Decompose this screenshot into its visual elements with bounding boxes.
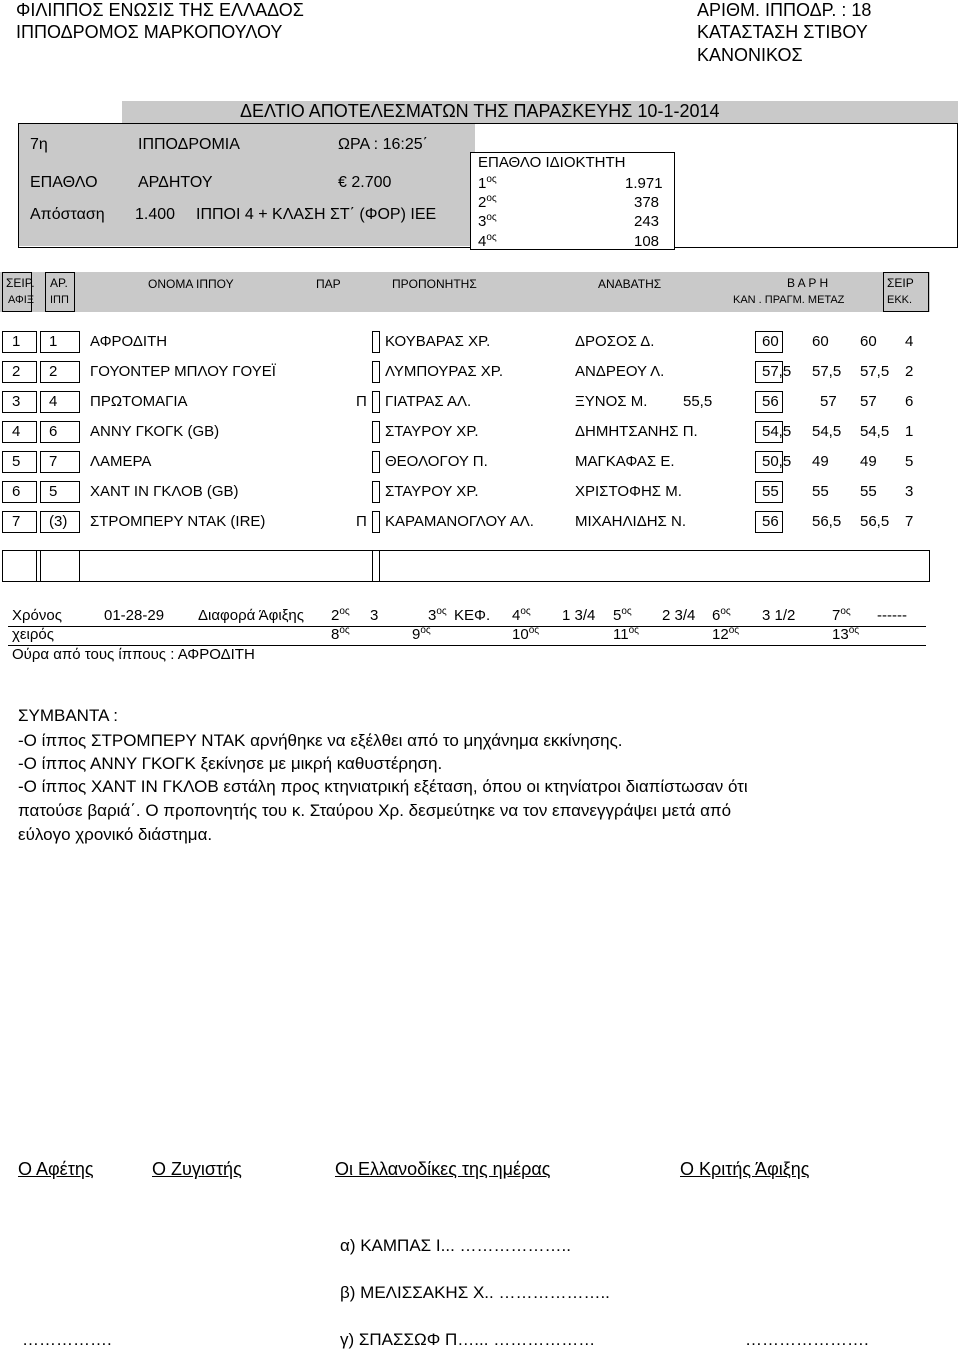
trainer-name: ΣΤΑΥΡΟΥ ΧΡ. bbox=[385, 423, 479, 440]
weight-kan: 55 bbox=[762, 483, 779, 500]
weight-kan: 55,5 bbox=[683, 393, 713, 410]
col-horse-name: ΟΝΟΜΑ ΙΠΠΟΥ bbox=[148, 277, 234, 291]
start-position: 2 bbox=[905, 363, 914, 380]
margin-place: $5^{o\varsigma}$ bbox=[613, 606, 632, 624]
incidents-title: ΣΥΜΒΑΝΤΑ : bbox=[18, 706, 118, 725]
col-par: ΠΑΡ bbox=[316, 277, 341, 291]
finish-time: 01-28-29 bbox=[104, 607, 165, 624]
col-weights-sub: ΚΑΝ . ΠΡΑΓΜ. ΜΕΤΑΖ bbox=[733, 294, 845, 306]
horse-number: 7 bbox=[49, 453, 58, 470]
start-position: 5 bbox=[905, 453, 914, 470]
arrival-position: 1 bbox=[12, 333, 21, 350]
col-order-1: ΣΕΙΡ. bbox=[6, 276, 35, 290]
race-time: ΩΡΑ : 16:25΄ bbox=[338, 136, 428, 153]
margin-place-2: $11^{o\varsigma}$ bbox=[613, 625, 639, 643]
signature-judge: Ο Κριτής Άφιξης bbox=[680, 1159, 810, 1179]
col-trainer: ΠΡΟΠΟΝΗΤΗΣ bbox=[392, 277, 477, 291]
signature-dots-2: …………………. bbox=[745, 1330, 869, 1349]
jockey-name: ΑΝΔΡΕΟΥ Λ. bbox=[575, 363, 665, 380]
race-prize: € 2.700 bbox=[338, 174, 392, 191]
weight-pragm: 56 bbox=[762, 393, 779, 410]
weight-metaz: 49 bbox=[860, 453, 877, 470]
weight-pragm: 56,5 bbox=[812, 513, 842, 530]
weight-metaz: 57 bbox=[820, 393, 837, 410]
start-position: 3 bbox=[905, 483, 914, 500]
weight-pragm: 57,5 bbox=[812, 363, 842, 380]
margin-place-2: $10^{o\varsigma}$ bbox=[512, 625, 540, 643]
col-start-2: ΕΚΚ. bbox=[887, 294, 913, 306]
arrival-position: 4 bbox=[12, 423, 21, 440]
distance-value: 1.400 bbox=[135, 206, 176, 223]
margin-value: 3 bbox=[370, 607, 379, 624]
margin-place: $7^{o\varsigma}$ bbox=[832, 606, 851, 624]
incident-3a: -Ο ίππος ΧΑΝΤ ΙΝ ΓΚΛΟΒ εστάλη προς κτηνιατρική εξέταση, όπου οι κτηνίατροι διαπίστωσαν ότι bbox=[18, 777, 748, 796]
incident-2: -Ο ίππος ΑΝΝΥ ΓΚΟΓΚ ξεκίνησε με μικρή καθυστέρηση. bbox=[18, 754, 443, 773]
margin-place: $3^{o\varsigma}$ bbox=[428, 606, 447, 624]
steward-a: α) ΚΑΜΠΑΣ Ι... ……………….. bbox=[340, 1236, 571, 1255]
jockey-name: ΔΡΟΣΟΣ Δ. bbox=[575, 333, 655, 350]
margin-place-2: $12^{o\varsigma}$ bbox=[712, 625, 740, 643]
horse-number: 1 bbox=[49, 333, 58, 350]
federation-name: ΦΙΛΙΠΠΟΣ ΕΝΩΣΙΣ ΤΗΣ ΕΛΛΑΔΟΣ bbox=[16, 0, 304, 20]
owner-prize-place-4: $4^{o\varsigma}$ bbox=[478, 232, 497, 250]
race-conditions: ΙΠΠΟΙ 4 + ΚΛΑΣΗ ΣΤ΄ (ΦΟΡ) ΙΕΕ bbox=[196, 206, 437, 223]
weight-metaz: 57,5 bbox=[860, 363, 890, 380]
trainer-name: ΣΤΑΥΡΟΥ ΧΡ. bbox=[385, 483, 479, 500]
weight-metaz: 55 bbox=[860, 483, 877, 500]
weight-metaz: 60 bbox=[860, 333, 877, 350]
signature-weigher: Ο Ζυγιστής bbox=[152, 1159, 242, 1179]
weight-pragm: 54,5 bbox=[812, 423, 842, 440]
trainer-name: ΛΥΜΠΟΥΡΑΣ ΧΡ. bbox=[385, 363, 504, 380]
col-number-2: ΙΠΠ bbox=[50, 294, 69, 306]
distance-label: Απόσταση bbox=[30, 206, 105, 223]
weight-kan: 60 bbox=[762, 333, 779, 350]
owner-prize-title: ΕΠΑΘΛΟ ΙΔΙΟΚΤΗΤΗ bbox=[478, 154, 626, 171]
race-day-number: ΑΡΙΘΜ. ΙΠΠΟΔΡ. : 18 bbox=[697, 0, 872, 20]
weight-pragm: 55 bbox=[812, 483, 829, 500]
horse-name: ΑΝΝΥ ΓΚΟΓΚ (GB) bbox=[90, 423, 220, 440]
arrival-position: 2 bbox=[12, 363, 21, 380]
margin-place: $6^{o\varsigma}$ bbox=[712, 606, 731, 624]
race-name: ΑΡΔΗΤΟΥ bbox=[138, 174, 213, 191]
owner-prize-amount-1: 1.971 bbox=[625, 175, 663, 192]
signature-starter: Ο Αφέτης bbox=[18, 1159, 94, 1179]
jockey-name: ΜΑΓΚΑΦΑΣ Ε. bbox=[575, 453, 675, 470]
trainer-name: ΚΟΥΒΑΡΑΣ ΧΡ. bbox=[385, 333, 491, 350]
col-jockey: ΑΝΑΒΑΤΗΣ bbox=[598, 277, 662, 291]
incident-3b: πατούσε βαριά΄. Ο προπονητής του κ. Σταύρου Χρ. δεσμεύτηκε να τον επανεγγράψει μετά από bbox=[18, 801, 732, 820]
horse-number: 6 bbox=[49, 423, 58, 440]
margin-value: ΚΕΦ. bbox=[454, 607, 491, 624]
horse-name: ΛΑΜΕΡΑ bbox=[90, 453, 152, 470]
jockey-name: ΔΗΜΗΤΣΑΝΗΣ Π. bbox=[575, 423, 698, 440]
arrival-position: 5 bbox=[12, 453, 21, 470]
horse-name: ΣΤΡΟΜΠΕΡΥ ΝΤΑΚ (IRE) bbox=[90, 513, 266, 530]
weight-kan: 54,5 bbox=[762, 423, 792, 440]
margin-place-2: $8^{o\varsigma}$ bbox=[331, 625, 350, 643]
col-start-1: ΣΕΙΡ bbox=[887, 276, 914, 290]
start-position: 1 bbox=[905, 423, 914, 440]
prize-label: ΕΠΑΘΛΟ bbox=[30, 174, 98, 191]
owner-prize-place-2: $2^{o\varsigma}$ bbox=[478, 193, 497, 211]
owner-prize-place-3: $3^{o\varsigma}$ bbox=[478, 212, 497, 230]
horse-name: ΠΡΩΤΟΜΑΓΙΑ bbox=[90, 393, 188, 410]
margin-place-2: $13^{o\varsigma}$ bbox=[832, 625, 860, 643]
weight-kan: 56 bbox=[762, 513, 779, 530]
margins-label: Διαφορά Άφιξης bbox=[198, 607, 304, 624]
steward-c: γ) ΣΠΑΣΣΩΦ Π…... ……………… bbox=[340, 1330, 596, 1349]
weight-metaz: 56,5 bbox=[860, 513, 890, 530]
trainer-name: ΘΕΟΛΟΓΟΥ Π. bbox=[385, 453, 488, 470]
weight-kan: 50,5 bbox=[762, 453, 792, 470]
owner-prize-amount-3: 243 bbox=[634, 213, 660, 230]
track-state-label: ΚΑΤΑΣΤΑΣΗ ΣΤΙΒΟΥ bbox=[697, 22, 868, 42]
par-flag: Π bbox=[356, 393, 367, 410]
trainer-name: ΓΙΑΤΡΑΣ ΑΛ. bbox=[385, 393, 472, 410]
margin-place: $4^{o\varsigma}$ bbox=[512, 606, 531, 624]
weight-kan: 57,5 bbox=[762, 363, 792, 380]
horse-number: 4 bbox=[49, 393, 58, 410]
jockey-name: ΧΡΙΣΤΟΦΗΣ Μ. bbox=[575, 483, 682, 500]
owner-prize-place-1: $1^{o\varsigma}$ bbox=[478, 174, 497, 192]
horse-number: 2 bbox=[49, 363, 58, 380]
race-label: ΙΠΠΟΔΡΟΜΙΑ bbox=[138, 136, 240, 153]
start-position: 4 bbox=[905, 333, 914, 350]
racecourse-name: ΙΠΠΟΔΡΟΜΟΣ ΜΑΡΚΟΠΟΥΛΟΥ bbox=[16, 22, 283, 42]
col-weights: Β Α Ρ Η bbox=[787, 276, 829, 290]
time-label: Χρόνος bbox=[12, 607, 62, 624]
steward-b: β) ΜΕΛΙΣΣΑΚΗΣ Χ.. ……………….. bbox=[340, 1283, 610, 1302]
race-number: 7η bbox=[30, 136, 48, 153]
owner-prize-amount-4: 108 bbox=[634, 233, 660, 250]
margin-place: $2^{o\varsigma}$ bbox=[331, 606, 350, 624]
signature-dots-1: ……………. bbox=[22, 1330, 112, 1349]
arrival-position: 3 bbox=[12, 393, 21, 410]
arrival-position: 7 bbox=[12, 513, 21, 530]
weight-metaz: 54,5 bbox=[860, 423, 890, 440]
margin-value: 2 3/4 bbox=[662, 607, 696, 624]
horse-name: ΑΦΡΟΔΙΤΗ bbox=[90, 333, 168, 350]
weight-pragm: 60 bbox=[812, 333, 829, 350]
par-flag: Π bbox=[356, 513, 367, 530]
col-order-2: ΑΦΙΞ bbox=[8, 294, 35, 306]
jockey-name: ΜΙΧΑΗΛΙΔΗΣ Ν. bbox=[575, 513, 686, 530]
track-state: ΚΑΝΟΝΙΚΟΣ bbox=[697, 45, 803, 65]
signature-stewards: Οι Ελλανοδίκες της ημέρας bbox=[335, 1159, 551, 1179]
weight-pragm: 49 bbox=[812, 453, 829, 470]
jockey-name: ΞΥΝΟΣ Μ. bbox=[575, 393, 648, 410]
weight-extra: 57 bbox=[860, 393, 877, 410]
incident-3c: εύλογο χρονικό διάστημα. bbox=[18, 825, 213, 844]
horse-number: (3) bbox=[49, 513, 68, 530]
tail-note: Ούρα από τους ίππους : ΑΦΡΟΔΙΤΗ bbox=[12, 646, 255, 663]
horse-name: ΧΑΝΤ ΙΝ ΓΚΛΟΒ (GB) bbox=[90, 483, 239, 500]
trainer-name: ΚΑΡΑΜΑΝΟΓΛΟΥ ΑΛ. bbox=[385, 513, 534, 530]
horse-name: ΓΟΥΟΝΤΕΡ ΜΠΛΟΥ ΓΟΥΕΪ bbox=[90, 363, 276, 380]
horse-number: 5 bbox=[49, 483, 58, 500]
margin-value: ------ bbox=[877, 607, 907, 624]
margin-value: 1 3/4 bbox=[562, 607, 596, 624]
arrival-position: 6 bbox=[12, 483, 21, 500]
start-position: 7 bbox=[905, 513, 914, 530]
incident-1: -Ο ίππος ΣΤΡΟΜΠΕΡΥ ΝΤΑΚ αρνήθηκε να εξέλθει από το μηχάνημα εκκίνησης. bbox=[18, 731, 623, 750]
bulletin-title: ΔΕΛΤΙΟ ΑΠΟΤΕΛΕΣΜΑΤΩΝ ΤΗΣ ΠΑΡΑΣΚΕΥΗΣ 10-1-2014 bbox=[240, 101, 720, 121]
empty-row bbox=[2, 550, 930, 582]
hand-label: χειρός bbox=[12, 626, 54, 643]
start-position: 6 bbox=[905, 393, 914, 410]
col-number-1: ΑΡ. bbox=[50, 276, 68, 290]
margin-place-2: $9^{o\varsigma}$ bbox=[412, 625, 431, 643]
owner-prize-amount-2: 378 bbox=[634, 194, 660, 211]
margin-value: 3 1/2 bbox=[762, 607, 796, 624]
